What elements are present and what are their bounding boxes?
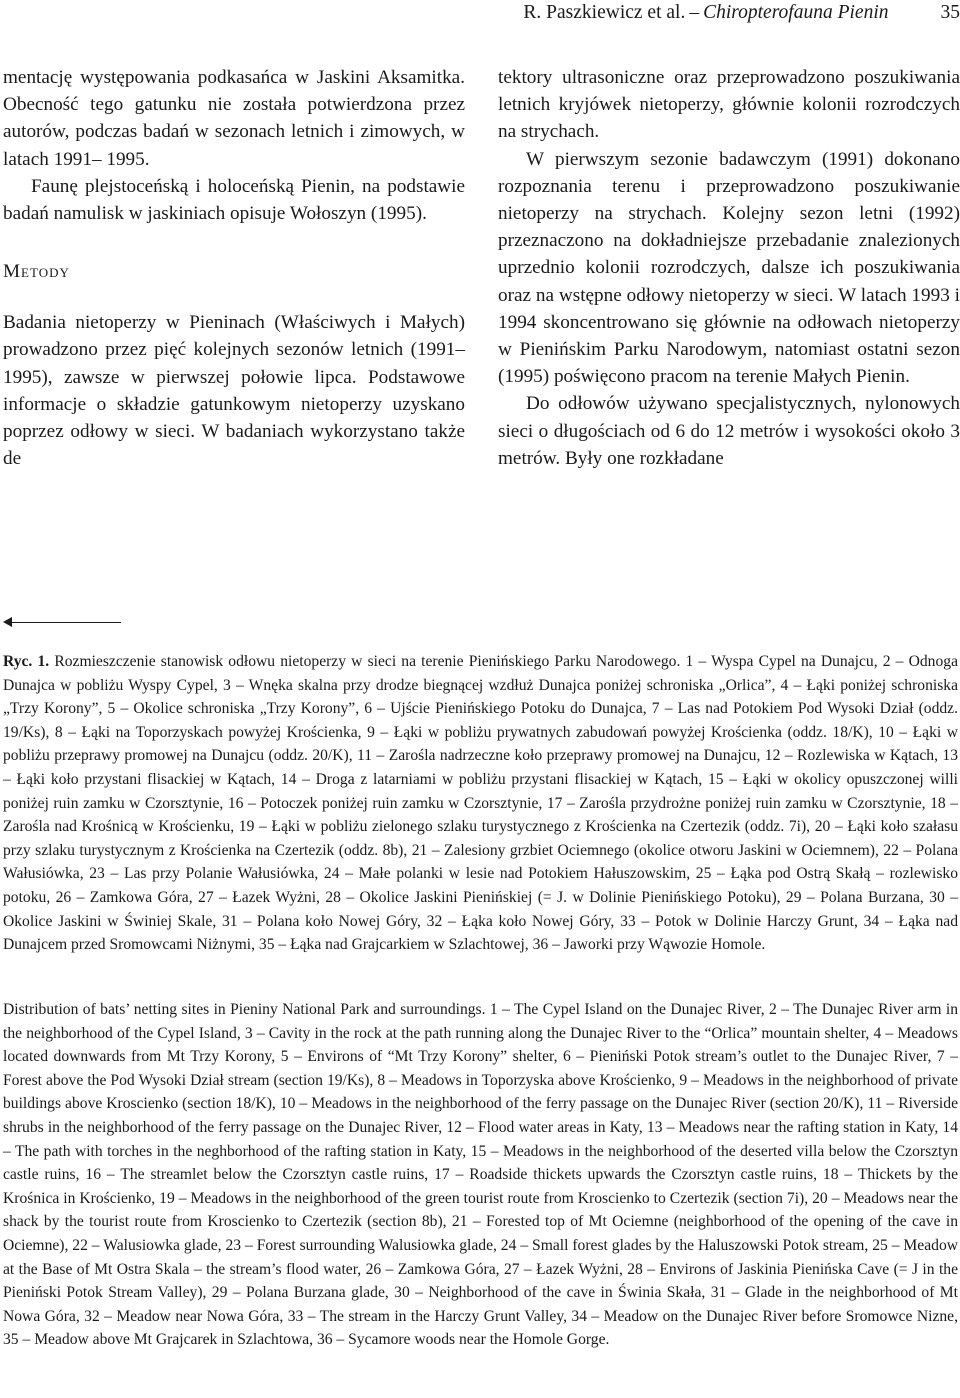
figure-caption-polish (3, 650, 958, 957)
figure-caption-label: Ryc. 1. (3, 653, 50, 670)
running-head-authors: R. Paszkiewicz et al. (523, 2, 686, 23)
left-paragraph-1: mentację występowania podkasańca w Jaskini Aksamitka. Obecność tego gatunku nie została potwierdzona przez autorów, podczas badań w sezonach letnich i zimowych, w latach 1991– 1995. (3, 67, 465, 170)
figure-caption-english-text: Distribution of bats’ netting sites in Pieniny National Park and surroundings. 1 – The Cypel Island on the Dunajec River, 2 – The Dunajec River arm in the neighborhood of the Cypel Island, 3 – Cavity in the rock at the path running along the Dunajec River to the “Orlica” mountain shelter, 4 – Meadows located downwards from Mt Trzy Korony, 5 – Environs of “Mt Trzy Korony” shelter, 6 – Pieniński Potok stream’s outlet to the Dunajec River, 7 – Forest above the Pod Wysoki Dział stream (section 19/Ks), 8 – Meadows in Toporzyska above Krościenko, 9 – Meadows in the neighborhood of private buildings above Kroscienko (section 18/K), 10 – Meadows in the neighborhood of the ferry passage on the Dunajec River (section 20/K), 11 – Riverside shrubs in the neighborhood of the ferry passage on the Dunajec River, 12 – Flood water areas in Katy, 13 – Meadows near the rafting station in Katy, 14 – The path with torches in the neghborhood of the rafting station in Katy, 15 – Meadows in the neighborhood of the deserted villa below the Czorsztyn castle ruins, 16 – The streamlet below the Czorsztyn castle ruins, 17 – Roadside thickets upwards the Czorsztyn castle ruins, 18 – Thickets by the Krośnica in Krościenko, 19 – Meadows in the neighborhood of the green tourist route from Kroscienko to Czertezik (section 7i), 20 – Meadows near the shack by the tourist route from Kroscienko to Czertezik (section 8b), 21 – Forested top of Mt Ociemne (neighborhood of the opening of the cave in Ociemne), 22 – Walusiowka glade, 23 – Forest surrounding Walusiowka glade, 24 – Small forest glades by the Haluszowski Potok stream, 25 – Meadow at the Base of Mt Ostra Skala – the stream’s flood water, 26 – Zamkowa Góra, 27 – Łazek Wyżni, 28 – Environs of Jaskinia Pienińska Cave (= J in the Pieniński Potok Stream Valley), 29 – Polana Burzana glade, 30 – Neighborhood of the cave in Świnia Skała, 31 – Glade in the neighborhood of Mt Nowa Góra, 32 – Meadow near Nowa Góra, 33 – The stream in the Harczy Grunt Valley, 34 – Meadow on the Dunajec River before Sromowce Nizne, 35 – Meadow above Mt Grajcarek in Szlachtowa, 36 – Sycamore woods near the Homole Gorge. (3, 1001, 958, 1349)
left-paragraph-3: Badania nietoperzy w Pieninach (Właściwych i Małych) prowadzono przez pięć kolejnych sezonów letnich (1991–1995), zawsze w pierwszej połowie lipca. Podstawowe informacje o składzie gatunkowym nietoperzy uzyskano poprzez odłowy w sieci. W badaniach wykorzystano także de (3, 312, 465, 470)
right-paragraph-2: W pierwszym sezonie badawczym (1991) dokonano rozpoznania terenu i przeprowadzono poszukiwanie nietoperzy na strychach. Kolejny sezon letni (1992) przeznaczono na dokładniejsze przebadanie znalezionych uprzednio kolonii rozrodczych, dalsze ich poszukiwania oraz na wstępne odłowy nietoperzy w sieci. W latach 1993 i 1994 skoncentrowano się głównie na odłowach nietoperzy w Pienińskim Parku Narodowym, natomiast ostatni sezon (1995) poświęcono pracom na terenie Małych Pienin. (498, 148, 960, 388)
running-head-title: Chiropterofauna Pienin (703, 2, 889, 23)
page-number: 35 (940, 2, 960, 23)
right-paragraph-3: Do odłowów używano specjalistycznych, nylonowych sieci o długościach od 6 do 12 metrów i wysokości około 3 metrów. Były one rozkładane (498, 393, 960, 469)
arrow-line (11, 622, 121, 623)
figure-caption-english (3, 998, 958, 1352)
running-head (0, 1, 960, 27)
left-column (3, 64, 465, 472)
right-paragraph-1: tektory ultrasoniczne oraz przeprowadzono poszukiwania letnich kryjówek nietoperzy, głównie kolonii rozrodczych na strychach. (498, 67, 960, 143)
left-paragraph-2: Faunę plejstoceńską i holoceńską Pienin, na podstawie badań namulisk w jaskiniach opisuje Wołoszyn (1995). (3, 175, 465, 225)
figure-caption-polish-text: Rozmieszczenie stanowisk odłowu nietoperzy w sieci na terenie Pienińskiego Parku Narodowego. 1 – Wyspa Cypel na Dunajcu, 2 – Odnoga Dunajca w pobliżu Wyspy Cypel, 3 – Wnęka skalna przy drodze biegnącej wzdłuż Dunajca poniżej schroniska „Orlica”, 4 – Łąki poniżej schroniska „Trzy Korony”, 5 – Okolice schroniska „Trzy Korony”, 6 – Ujście Pienińskiego Potoku do Dunajca, 7 – Las nad Potokiem Pod Wysoki Dział (oddz. 19/Ks), 8 – Łąki na Toporzyskach powyżej Krościenka, 9 – Łąki w pobliżu prywatnych zabudowań powyżej Krościenka (oddz. 18/K), 10 – Łąki w pobliżu przeprawy promowej na Dunajcu (oddz. 20/K), 11 – Zarośla nadrzeczne koło przeprawy promowej na Dunajcu, 12 – Rozlewiska w Kątach, 13 – Łąki koło przystani flisackiej w Kątach, 14 – Droga z latarniami w pobliżu przystani flisackiej w Kątach, 15 – Łąki w okolicy opuszczonej willi poniżej ruin zamku w Czorsztynie, 16 – Potoczek poniżej ruin zamku w Czorsztynie, 17 – Zarośla przydrożne poniżej ruin zamku w Czorsztynie, 18 – Zarośla nad Krośnicą w Krościenku, 19 – Łąki w pobliżu zielonego szlaku turystycznego z Krościenka na Czertezik (oddz. 7i), 20 – Łąki koło szałasu przy szlaku turystycznym z Krościenka na Czertezik (oddz. 8b), 21 – Zalesiony grzbiet Ociemnego (okolice otworu Jaskini w Ociemnem), 22 – Polana Wałusiówka, 23 – Las przy Polanie Wałusiówka, 24 – Małe polanki w lesie nad Potokiem Hałuszowskim, 25 – Łąka pod Ostrą Skałą – rozlewisko potoku, 26 – Zamkowa Góra, 27 – Łazek Wyżni, 28 – Okolice Jaskini Pienińskiej (= J. w Dolinie Pienińskiego Potoku), 29 – Polana Burzana, 30 – Okolice Jaskini w Świniej Skale, 31 – Polana koło Nowej Góry, 32 – Łąka koło Nowej Góry, 33 – Potok w Dolinie Harczy Grunt, 34 – Łąka nad Dunajcem przed Sromowcami Niżnymi, 35 – Łąka nad Grajcarkiem w Szlachtowej, 36 – Jaworki przy Wąwozie Homole. (3, 653, 958, 954)
right-column (498, 64, 960, 472)
running-head-separator: – (689, 2, 700, 23)
section-heading-methods: Metody (3, 261, 70, 283)
left-arrow-icon (3, 617, 121, 629)
